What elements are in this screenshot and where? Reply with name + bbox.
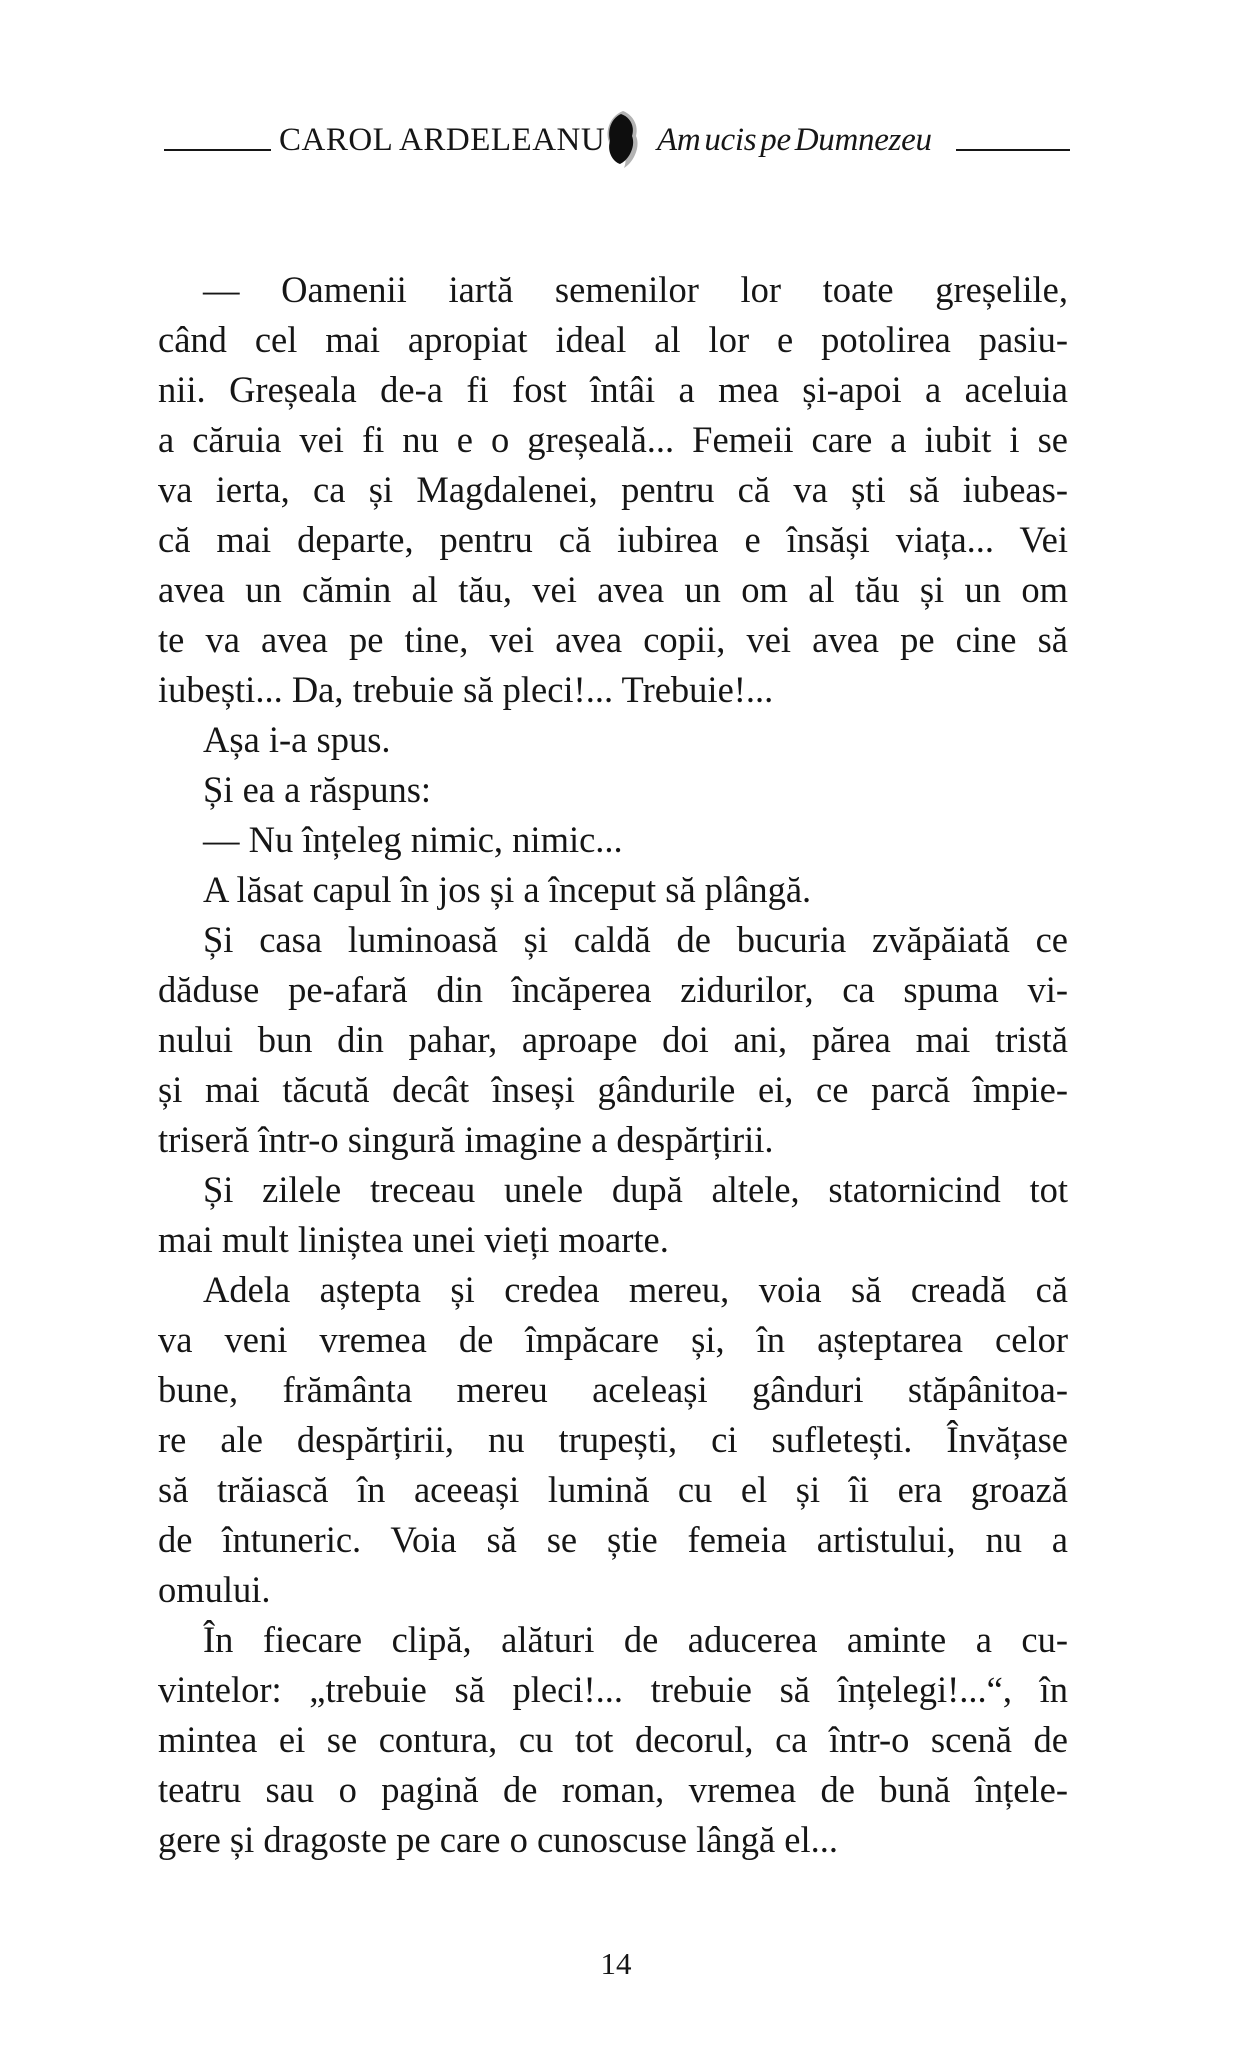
- text-line: Adela aștepta și credea mereu, voia să creadă că: [203, 1269, 1068, 1310]
- text-line: avea un cămin al tău, vei avea un om al tău și un om: [158, 569, 1068, 610]
- text-line: mintea ei se contura, cu tot decorul, ca într-o scenă de: [158, 1719, 1068, 1760]
- page-body: [158, 265, 1068, 1865]
- text-line: iubești... Da, trebuie să pleci!... Trebuie!...: [158, 669, 774, 710]
- text-line: gere și dragoste pe care o cunoscuse lângă el...: [158, 1819, 839, 1860]
- text-line: că mai departe, pentru că iubirea e însăși viața... Vei: [158, 519, 1068, 560]
- text-line: nii. Greșeala de-a fi fost întâi a mea și-apoi a aceluia: [158, 369, 1068, 410]
- text-line: triseră într-o singură imagine a despărțirii.: [158, 1119, 774, 1160]
- text-line: vintelor: „trebuie să pleci!... trebuie să înțelegi!...“, în: [158, 1669, 1068, 1710]
- text-line: a căruia vei fi nu e o greșeală... Femeii care a iubit i se: [158, 419, 1068, 460]
- page-number: 14: [600, 1946, 632, 1981]
- text-line: de întuneric. Voia să se știe femeia artistului, nu a: [158, 1519, 1068, 1560]
- text-line: să trăiască în aceeași lumină cu el și îi era groază: [158, 1469, 1068, 1510]
- text-line: dăduse pe-afară din încăperea zidurilor, ca spuma vi-: [158, 969, 1068, 1010]
- text-line: Și ea a răspuns:: [203, 769, 432, 810]
- text-line: bune, frământa mereu aceleași gânduri stăpânitoa-: [158, 1369, 1068, 1410]
- text-line: Și zilele treceau unele după altele, statornicind tot: [203, 1169, 1068, 1210]
- header-rule-right: [956, 149, 1070, 151]
- text-line: nului bun din pahar, aproape doi ani, părea mai tristă: [158, 1019, 1068, 1060]
- text-line: și mai tăcută decât înseși gândurile ei, ce parcă împie-: [158, 1069, 1068, 1110]
- text-line: — Oamenii iartă semenilor lor toate greșelile,: [203, 269, 1068, 310]
- text-line: te va avea pe tine, vei avea copii, vei avea pe cine să: [158, 619, 1068, 660]
- text-line: A lăsat capul în jos și a început să plângă.: [203, 869, 812, 910]
- text-line: când cel mai apropiat ideal al lor e potolirea pasiu-: [158, 319, 1068, 360]
- text-line: re ale despărțirii, nu trupești, ci sufletești. Învățase: [158, 1419, 1068, 1460]
- text-line: Așa i-a spus.: [203, 719, 391, 760]
- text-line: mai mult liniștea unei vieți moarte.: [158, 1219, 669, 1260]
- text-line: În fiecare clipă, alături de aducerea aminte a cu-: [203, 1619, 1068, 1660]
- header-author-name: CAROL ARDELEANU: [279, 122, 606, 158]
- text-line: teatru sau o pagină de roman, vremea de bună înțele-: [158, 1769, 1068, 1810]
- text-line: va ierta, ca și Magdalenei, pentru că va ști să iubeas-: [158, 469, 1068, 510]
- header-rule-left: [164, 149, 271, 151]
- text-line: — Nu înțeleg nimic, nimic...: [203, 819, 623, 860]
- text-line: va veni vremea de împăcare și, în așteptarea celor: [158, 1319, 1068, 1360]
- text-line: Și casa luminoasă și caldă de bucuria zvăpăiată ce: [203, 919, 1068, 960]
- ink-blot-ornament-icon: [600, 110, 644, 170]
- text-line: omului.: [158, 1569, 271, 1610]
- header-book-title: Am ucis pe Dumnezeu: [657, 122, 932, 158]
